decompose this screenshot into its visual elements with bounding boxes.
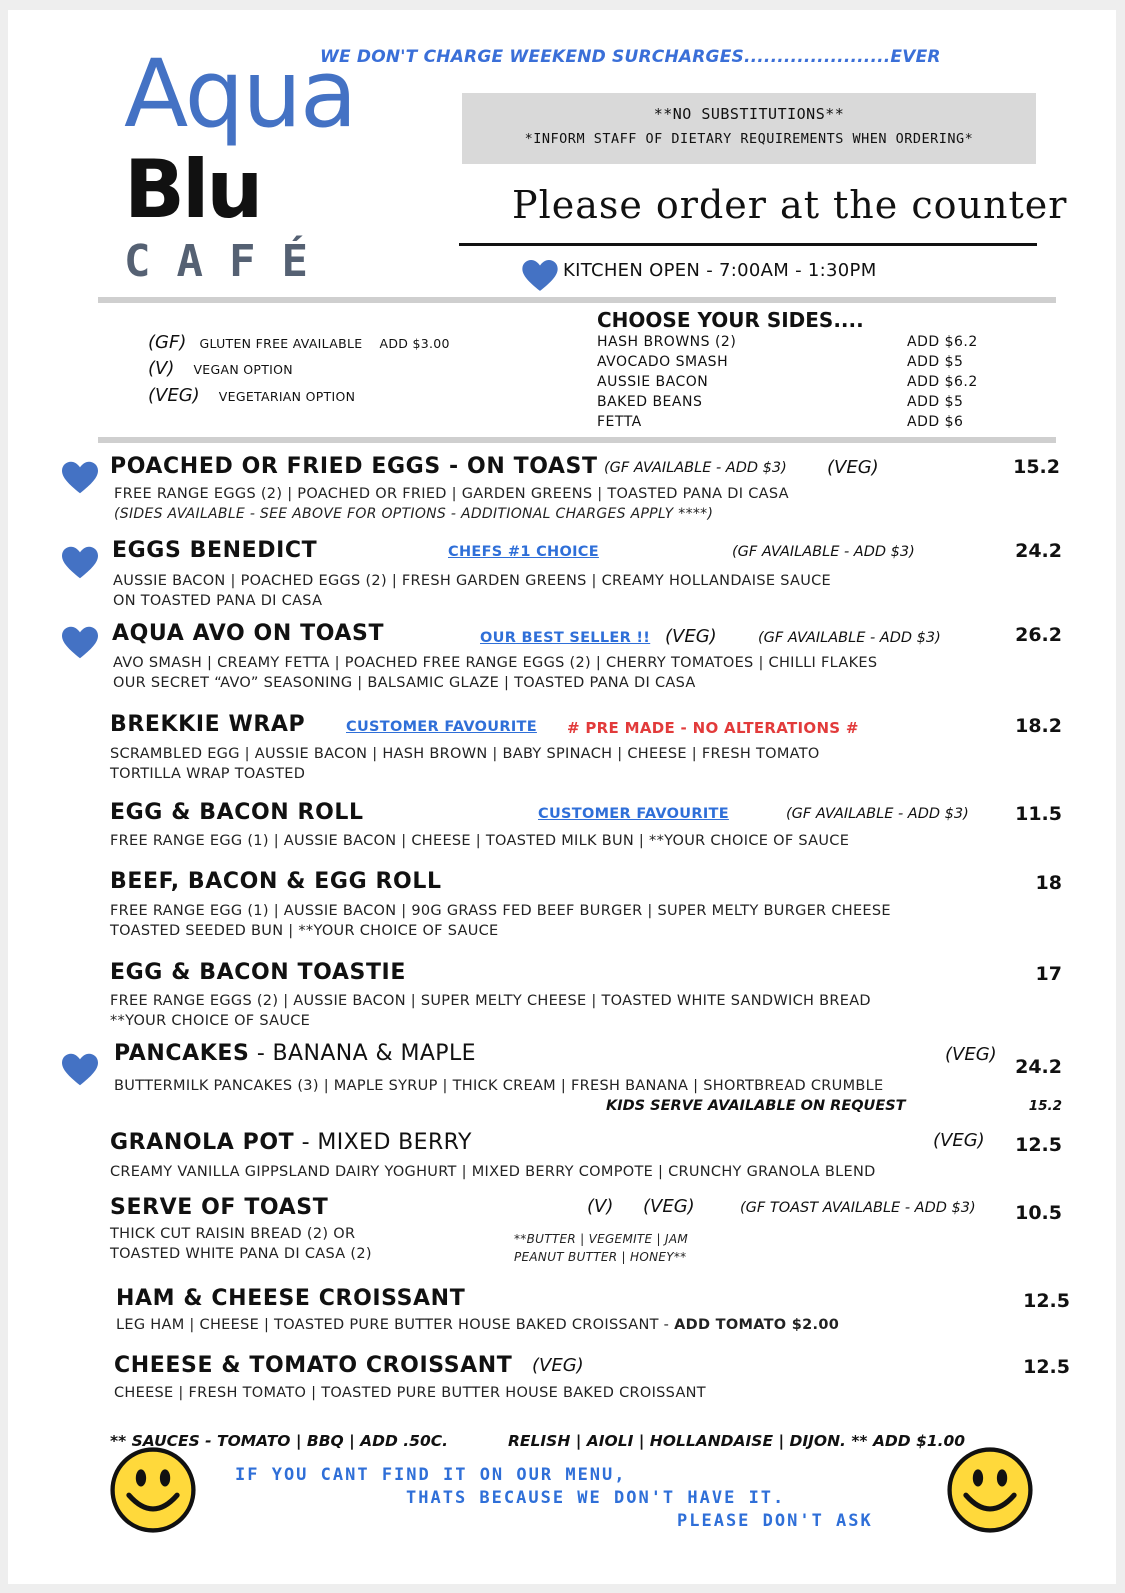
legend-veg (148, 385, 355, 406)
menu-item-title: EGG & BACON TOASTIE (110, 960, 406, 985)
customer-favourite-badge: CUSTOMER FAVOURITE (346, 719, 537, 735)
side-item-price: ADD $6 (907, 414, 964, 430)
divider-menu (98, 437, 1056, 443)
diet-tag-vegan: (V) (587, 1196, 614, 1217)
kids-serve-note: KIDS SERVE AVAILABLE ON REQUEST (606, 1098, 906, 1114)
sides-title: CHOOSE YOUR SIDES.... (597, 308, 864, 332)
kids-serve-price: 15.2 (1028, 1098, 1062, 1114)
menu-item-price: 26.2 (1015, 624, 1062, 646)
menu-item-title: CHEESE & TOMATO CROISSANT (114, 1353, 513, 1378)
legend-v-text: VEGAN OPTION (193, 362, 293, 377)
legend-v (148, 358, 293, 379)
side-item-name: AVOCADO SMASH (597, 354, 729, 370)
footer-message-line1: IF YOU CANT FIND IT ON OUR MENU, (235, 1465, 627, 1485)
smiley-face-icon (947, 1447, 1033, 1533)
menu-item-title: EGG & BACON ROLL (110, 800, 364, 825)
legend-veg-code: (VEG) (148, 385, 200, 406)
menu-item-description (116, 1317, 839, 1333)
side-item-price: ADD $5 (907, 354, 964, 370)
divider-top (98, 297, 1056, 303)
order-underline (459, 243, 1037, 246)
side-item-price: ADD $5 (907, 394, 964, 410)
menu-item-description: TORTILLA WRAP TOASTED (110, 766, 306, 782)
menu-item-price: 24.2 (1015, 540, 1062, 562)
logo-aqua: Aqua (124, 40, 356, 149)
order-instruction: Please order at the counter (512, 183, 1068, 227)
notice-box (462, 93, 1036, 164)
menu-item-title (110, 1130, 472, 1155)
spreads-note: PEANUT BUTTER | HONEY** (514, 1250, 687, 1264)
gf-note: (GF AVAILABLE - ADD $3) (732, 544, 915, 560)
menu-item-description: AVO SMASH | CREAMY FETTA | POACHED FREE RANGE EGGS (2) | CHERRY TOMATOES | CHILLI FLAKES (113, 655, 878, 671)
diet-tag: (VEG) (945, 1044, 997, 1065)
best-seller-badge: OUR BEST SELLER !! (480, 630, 651, 646)
diet-tag: (VEG) (665, 626, 717, 647)
heart-icon (62, 545, 98, 581)
menu-item-price: 12.5 (1023, 1356, 1070, 1378)
menu-item-subtitle: - BANANA & MAPLE (249, 1041, 476, 1066)
no-substitutions-notice: **NO SUBSTITUTIONS** (653, 105, 845, 123)
menu-item-price: 11.5 (1015, 803, 1062, 825)
menu-item-title: BREKKIE WRAP (110, 712, 306, 737)
menu-item-title (114, 1041, 476, 1066)
menu-item-price: 12.5 (1023, 1290, 1070, 1312)
menu-item-description: ON TOASTED PANA DI CASA (113, 593, 323, 609)
sauces-note: ** SAUCES - TOMATO | BBQ | ADD .50C. (110, 1432, 449, 1450)
menu-item-description: CREAMY VANILLA GIPPSLAND DAIRY YOGHURT | MIXED BERRY COMPOTE | CRUNCHY GRANOLA BLEND (110, 1164, 876, 1180)
dietary-notice: *INFORM STAFF OF DIETARY REQUIREMENTS WHEN ORDERING* (524, 131, 974, 147)
menu-item-price: 12.5 (1015, 1134, 1062, 1156)
legend-v-code: (V) (148, 358, 175, 379)
kitchen-hours: KITCHEN OPEN - 7:00AM - 1:30PM (563, 260, 877, 281)
legend-gf-code: (GF) (148, 332, 187, 353)
menu-item-name: PANCAKES (114, 1041, 250, 1066)
footer-message-line2: THATS BECAUSE WE DON'T HAVE IT. (406, 1488, 786, 1508)
gf-note: (GF TOAST AVAILABLE - ADD $3) (740, 1200, 976, 1216)
menu-item-description: FREE RANGE EGGS (2) | POACHED OR FRIED | GARDEN GREENS | TOASTED PANA DI CASA (114, 486, 789, 502)
menu-item-description: SCRAMBLED EGG | AUSSIE BACON | HASH BROWN | BABY SPINACH | CHEESE | FRESH TOMATO (110, 746, 820, 762)
menu-item-description: AUSSIE BACON | POACHED EGGS (2) | FRESH GARDEN GREENS | CREAMY HOLLANDAISE SAUCE (113, 573, 832, 589)
heart-icon (522, 260, 558, 292)
menu-item-price: 10.5 (1015, 1202, 1062, 1224)
menu-item-price: 17 (1035, 963, 1062, 985)
diet-tag: (VEG) (933, 1130, 985, 1151)
gf-note: (GF AVAILABLE - ADD $3) (758, 630, 941, 646)
sauces-note-premium: RELISH | AIOLI | HOLLANDAISE | DIJON. ** ADD $1.00 (508, 1432, 966, 1450)
menu-item-name: GRANOLA POT (110, 1130, 295, 1155)
menu-item-price: 18 (1035, 872, 1062, 894)
side-item-price: ADD $6.2 (907, 374, 978, 390)
menu-item-description: FREE RANGE EGGS (2) | AUSSIE BACON | SUPER MELTY CHEESE | TOASTED WHITE SANDWICH BREAD (110, 993, 871, 1009)
add-tomato-note: ADD TOMATO $2.00 (674, 1317, 840, 1333)
legend-veg-text: VEGETARIAN OPTION (218, 389, 356, 404)
menu-item-note: (SIDES AVAILABLE - SEE ABOVE FOR OPTIONS - ADDITIONAL CHARGES APPLY ****) (114, 506, 714, 522)
diet-tag: (VEG) (643, 1196, 695, 1217)
menu-item-description-text: LEG HAM | CHEESE | TOASTED PURE BUTTER HOUSE BAKED CROISSANT - (116, 1317, 675, 1333)
spreads-note: **BUTTER | VEGEMITE | JAM (514, 1232, 689, 1246)
menu-item-title: POACHED OR FRIED EGGS - ON TOAST (110, 454, 598, 479)
side-item-name: BAKED BEANS (597, 394, 703, 410)
heart-icon (62, 1052, 98, 1088)
heart-icon (62, 625, 98, 661)
menu-item-description: THICK CUT RAISIN BREAD (2) OR (110, 1226, 356, 1242)
footer-message-line3: PLEASE DON'T ASK (677, 1511, 873, 1531)
menu-item-description: FREE RANGE EGG (1) | AUSSIE BACON | 90G GRASS FED BEEF BURGER | SUPER MELTY BURGER CHEESE (110, 903, 891, 919)
menu-item-title: HAM & CHEESE CROISSANT (116, 1286, 466, 1311)
menu-item-description: TOASTED WHITE PANA DI CASA (2) (110, 1246, 372, 1262)
menu-item-description: CHEESE | FRESH TOMATO | TOASTED PURE BUTTER HOUSE BAKED CROISSANT (114, 1385, 706, 1401)
side-item-name: FETTA (597, 414, 642, 430)
side-item-name: HASH BROWNS (2) (597, 334, 737, 350)
menu-item-title: AQUA AVO ON TOAST (112, 621, 385, 646)
menu-item-price: 24.2 (1015, 1056, 1062, 1078)
gf-note: (GF AVAILABLE - ADD $3) (604, 460, 787, 476)
diet-tag: (VEG) (827, 457, 879, 478)
menu-item-description: **YOUR CHOICE OF SAUCE (110, 1013, 311, 1029)
menu-item-description: TOASTED SEEDED BUN | **YOUR CHOICE OF SAUCE (110, 923, 499, 939)
menu-item-title: EGGS BENEDICT (112, 538, 318, 563)
customer-favourite-badge: CUSTOMER FAVOURITE (538, 806, 729, 822)
diet-tag: (VEG) (532, 1355, 584, 1376)
menu-item-price: 15.2 (1013, 456, 1060, 478)
menu-item-title: BEEF, BACON & EGG ROLL (110, 869, 442, 894)
legend-gf-extra: ADD $3.00 (379, 336, 450, 351)
logo-blu: Blu (124, 143, 261, 236)
legend-gf (148, 332, 450, 353)
side-item-name: AUSSIE BACON (597, 374, 709, 390)
legend-gf-text: GLUTEN FREE AVAILABLE (199, 336, 363, 351)
logo-cafe: CAFÉ (124, 236, 334, 287)
chefs-choice-badge: CHEFS #1 CHOICE (448, 544, 599, 560)
gf-note: (GF AVAILABLE - ADD $3) (786, 806, 969, 822)
side-item-price: ADD $6.2 (907, 334, 978, 350)
menu-item-subtitle: - MIXED BERRY (294, 1130, 472, 1155)
heart-icon (62, 460, 98, 496)
menu-item-title: SERVE OF TOAST (110, 1195, 329, 1220)
menu-item-description: FREE RANGE EGG (1) | AUSSIE BACON | CHEESE | TOASTED MILK BUN | **YOUR CHOICE OF SAUCE (110, 833, 850, 849)
menu-item-description: BUTTERMILK PANCAKES (3) | MAPLE SYRUP | THICK CREAM | FRESH BANANA | SHORTBREAD CRUMBLE (114, 1078, 884, 1094)
menu-item-price: 18.2 (1015, 715, 1062, 737)
menu-item-description: OUR SECRET “AVO” SEASONING | BALSAMIC GLAZE | TOASTED PANA DI CASA (113, 675, 696, 691)
surcharge-notice: WE DON'T CHARGE WEEKEND SURCHARGES......................EVER (320, 47, 941, 67)
smiley-face-icon (110, 1447, 196, 1533)
no-alterations-warning: # PRE MADE - NO ALTERATIONS # (567, 719, 859, 737)
